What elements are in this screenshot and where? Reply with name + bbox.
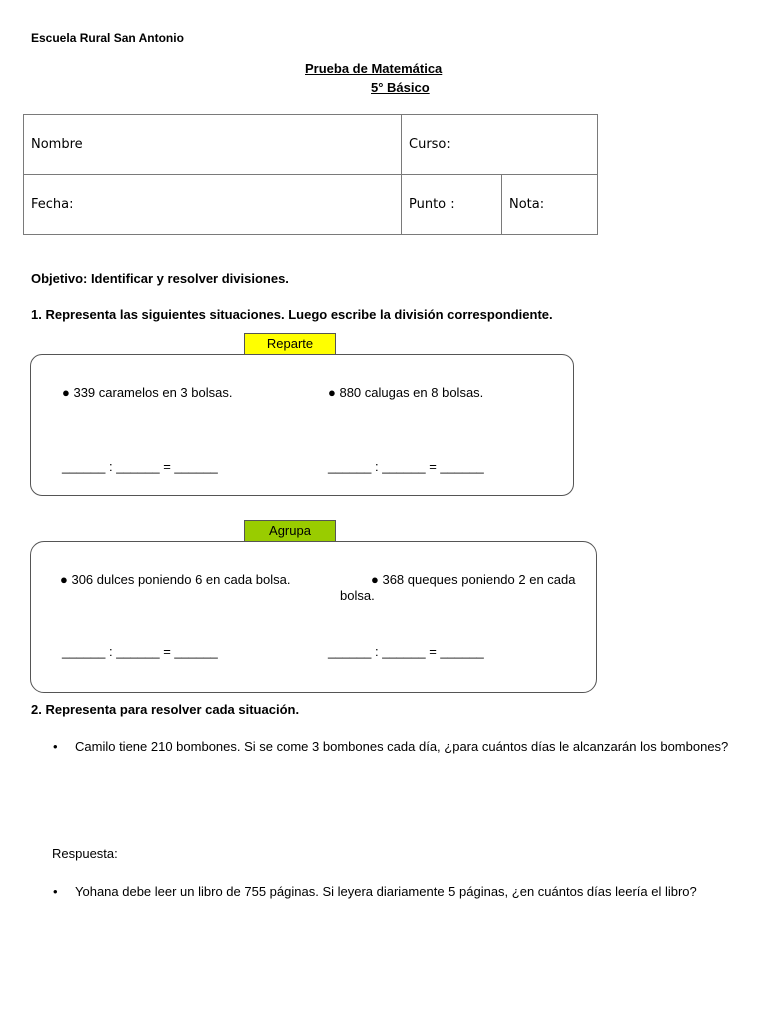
agrupa-item-1: ● 306 dulces poniendo 6 en cada bolsa. [60,572,291,587]
course-cell[interactable]: Curso: [402,115,598,175]
reparte-answer-2[interactable]: ______ : ______ = ______ [328,459,484,474]
date-cell[interactable]: Fecha: [24,175,402,235]
problem-1-text: Camilo tiene 210 bombones. Si se come 3 bombones cada día, ¿para cuántos días le alcanzarán los bombones? [75,739,729,754]
problem-1 [53,739,740,755]
question-1-prompt: 1. Representa las siguientes situaciones. Luego escribe la división correspondiente. [31,307,553,322]
agrupa-item-2: ● 368 queques poniendo 2 en cada bolsa. [340,572,576,603]
objective-text: Objetivo: Identificar y resolver divisiones. [31,271,289,286]
score-cell[interactable]: Punto : [402,175,502,235]
agrupa-tag: Agrupa [244,520,336,542]
page-title: Prueba de Matemática [305,61,443,76]
reparte-item-2: ● 880 calugas en 8 bolsas. [328,385,484,400]
reparte-box [30,354,574,496]
school-name: Escuela Rural San Antonio [31,31,184,45]
agrupa-answer-1[interactable]: ______ : ______ = ______ [62,644,218,659]
name-cell[interactable]: Nombre [24,115,402,175]
problem-2-text: Yohana debe leer un libro de 755 páginas. Si leyera diariamente 5 páginas, ¿en cuántos días leería el libro? [75,884,697,899]
reparte-answer-1[interactable]: ______ : ______ = ______ [62,459,218,474]
grade-cell[interactable]: Nota: [502,175,598,235]
reparte-tag: Reparte [244,333,336,355]
student-info-table [23,114,598,235]
page-subtitle: 5° Básico [371,80,430,95]
bullet-icon: • [53,739,58,754]
question-2-prompt: 2. Representa para resolver cada situación. [31,702,300,717]
agrupa-answer-2[interactable]: ______ : ______ = ______ [328,644,484,659]
agrupa-box [30,541,597,693]
reparte-item-1: ● 339 caramelos en 3 bolsas. [62,385,233,400]
problem-2 [53,884,740,900]
answer-label[interactable]: Respuesta: [52,846,118,861]
bullet-icon: • [53,884,58,899]
